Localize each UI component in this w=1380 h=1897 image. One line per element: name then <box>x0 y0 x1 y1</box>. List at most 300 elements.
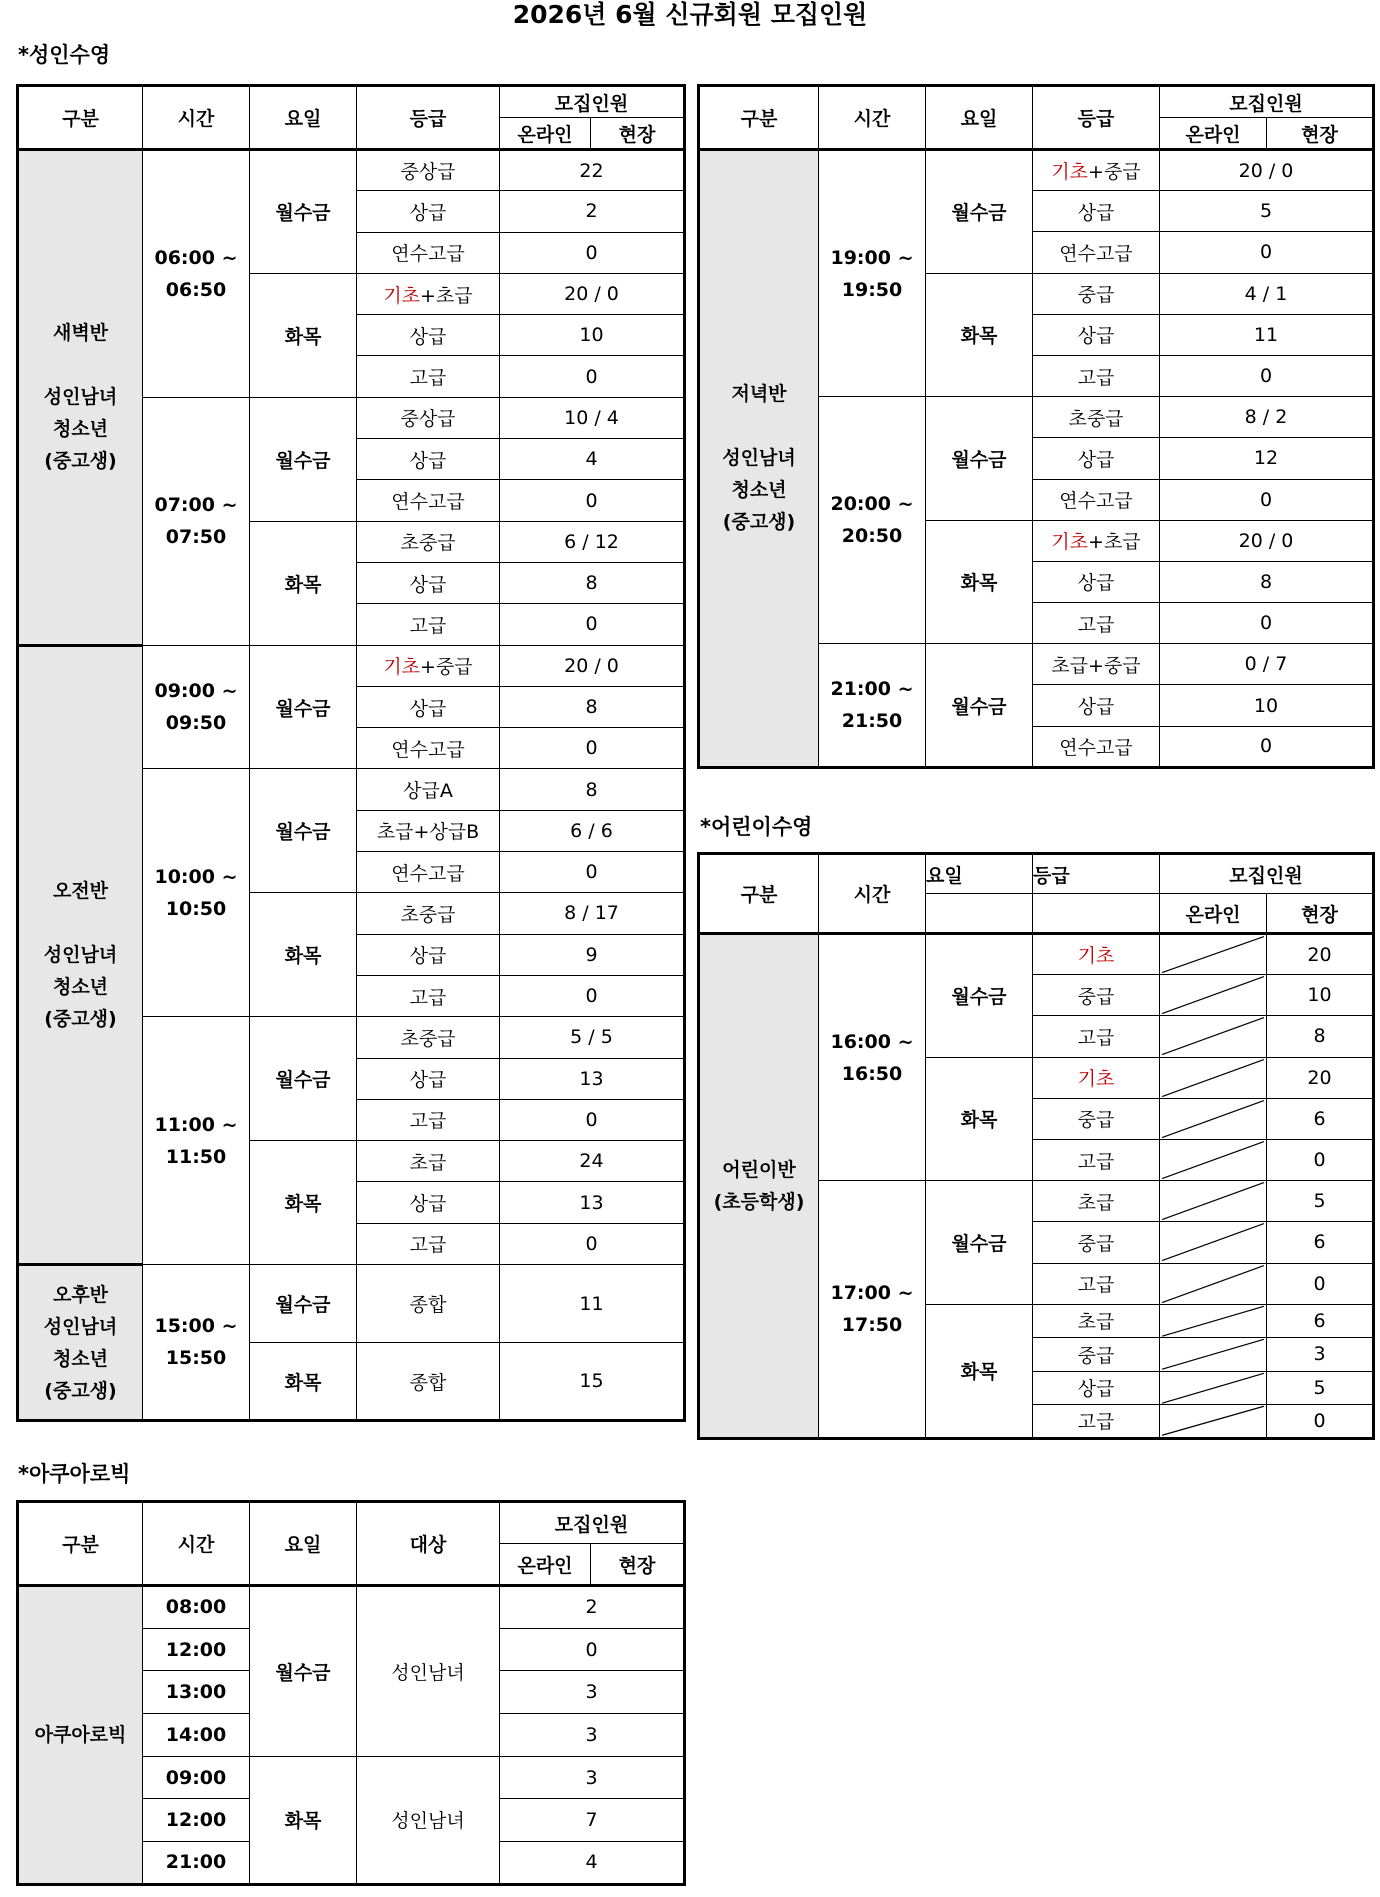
online-not-available <box>1160 1139 1267 1180</box>
level-text: 연수고급 <box>391 243 465 266</box>
level-highlight: 기초 <box>1051 531 1089 554</box>
level-cell: 고급 <box>1033 1405 1160 1439</box>
level-cell: 기초 <box>1033 934 1160 975</box>
count-cell: 8 <box>500 769 685 810</box>
header-category: 구분 <box>699 86 819 150</box>
level-cell <box>357 191 500 232</box>
level-cell <box>357 315 500 356</box>
aqua-aerobics-table <box>16 1500 686 1886</box>
level-text: 고급 <box>409 614 447 637</box>
level-cell <box>357 1141 500 1182</box>
online-not-available <box>1160 1338 1267 1372</box>
level-cell <box>357 728 500 769</box>
level-text: 고급 <box>1077 366 1115 389</box>
day-cell: 월수금 <box>250 769 357 893</box>
count-cell: 20 / 0 <box>500 273 685 314</box>
level-cell <box>1033 520 1160 561</box>
adult-swim-table-left <box>16 84 686 1422</box>
count-cell: 2 <box>500 191 685 232</box>
level-text: 상급 <box>409 697 447 720</box>
count-cell: 5 / 5 <box>500 1017 685 1058</box>
count-cell: 5 <box>1267 1371 1374 1405</box>
category-cell-line: 저녁반 <box>731 383 787 406</box>
level-cell: 종합 <box>357 1343 500 1421</box>
time-cell <box>143 1265 250 1421</box>
count-cell: 8 <box>1160 561 1374 602</box>
level-cell: 중급 <box>1033 1338 1160 1372</box>
time-cell: 08:00 <box>143 1586 250 1629</box>
level-text: 초중급 <box>400 532 456 555</box>
level-cell <box>357 356 500 397</box>
level-cell <box>357 975 500 1016</box>
count-cell: 0 <box>1160 603 1374 644</box>
count-cell: 20 <box>1267 934 1374 975</box>
count-cell: 4 / 1 <box>1160 273 1374 314</box>
table-row <box>18 645 685 686</box>
header-recruit: 모집인원 <box>1160 86 1374 118</box>
table-row <box>18 150 685 191</box>
header-level: 등급 <box>1033 86 1160 150</box>
level-cell <box>357 769 500 810</box>
online-not-available <box>1160 1405 1267 1439</box>
count-cell: 6 / 12 <box>500 521 685 562</box>
time-cell-line: 11:00 ~ <box>154 1113 238 1136</box>
level-text: 상급 <box>1077 572 1115 595</box>
count-cell: 20 / 0 <box>1160 520 1374 561</box>
level-cell <box>357 439 500 480</box>
diagonal-slash-icon <box>1160 1016 1266 1056</box>
category-cell <box>18 645 143 1264</box>
table-row <box>18 1265 685 1343</box>
target-cell: 성인남녀 <box>357 1586 500 1757</box>
level-cell <box>357 150 500 191</box>
category-cell-line: 성인남녀 <box>43 386 118 409</box>
category-cell-line: 성인남녀 <box>43 943 118 966</box>
header-level-blank <box>1033 894 1160 934</box>
count-cell: 0 <box>500 1099 685 1140</box>
day-cell: 월수금 <box>250 1265 357 1343</box>
diagonal-slash-icon <box>1160 1222 1266 1262</box>
level-cell: 고급 <box>1033 1263 1160 1304</box>
category-cell-line <box>19 907 142 939</box>
count-cell: 0 <box>1160 726 1374 767</box>
header-row <box>699 854 1374 894</box>
table-row <box>699 150 1374 191</box>
online-not-available <box>1160 1222 1267 1263</box>
count-cell: 0 <box>1267 1263 1374 1304</box>
header-level: 등급 <box>1033 854 1160 894</box>
time-cell: 09:00 <box>143 1756 250 1799</box>
time-cell-line: 17:50 <box>841 1313 903 1336</box>
diagonal-slash-icon <box>1160 1181 1266 1221</box>
diagonal-slash-icon <box>1160 1338 1266 1371</box>
time-cell <box>143 645 250 769</box>
category-cell-line <box>19 349 142 381</box>
level-text: 상급 <box>409 201 447 224</box>
time-cell-line: 20:50 <box>841 525 903 548</box>
level-cell <box>1033 232 1160 273</box>
level-cell <box>357 1058 500 1099</box>
header-day: 요일 <box>926 854 1033 894</box>
level-cell: 초급 <box>1033 1304 1160 1338</box>
header-category: 구분 <box>18 1502 143 1586</box>
count-cell: 8 <box>500 686 685 727</box>
category-cell-line: 청소년 <box>731 479 787 502</box>
day-cell: 월수금 <box>250 150 357 274</box>
day-cell: 화목 <box>926 1304 1033 1438</box>
header-time: 시간 <box>143 1502 250 1586</box>
level-text: 초급 <box>409 1151 447 1174</box>
header-online: 온라인 <box>500 118 591 150</box>
level-cell <box>1033 561 1160 602</box>
level-cell <box>1033 397 1160 438</box>
level-cell <box>357 1182 500 1223</box>
count-cell: 13 <box>500 1182 685 1223</box>
level-cell: 기초 <box>1033 1057 1160 1098</box>
level-text: 고급 <box>1077 613 1115 636</box>
level-text: 고급 <box>409 1234 447 1257</box>
diagonal-slash-icon <box>1160 1405 1266 1437</box>
day-cell: 화목 <box>926 520 1033 644</box>
count-cell: 2 <box>500 1586 685 1629</box>
day-cell: 월수금 <box>250 397 357 521</box>
day-cell: 월수금 <box>250 1017 357 1141</box>
time-cell <box>143 397 250 645</box>
category-cell <box>18 1265 143 1421</box>
category-cell-line: (중고생) <box>722 511 796 534</box>
table-row <box>18 1586 685 1629</box>
header-day: 요일 <box>250 86 357 150</box>
header-online: 온라인 <box>1160 118 1267 150</box>
level-text: 상급A <box>403 780 453 803</box>
count-cell: 4 <box>500 439 685 480</box>
day-cell: 화목 <box>926 1057 1033 1181</box>
level-text: 상급 <box>409 325 447 348</box>
diagonal-slash-icon <box>1160 1372 1266 1405</box>
level-cell <box>1033 273 1160 314</box>
count-cell: 10 <box>500 315 685 356</box>
day-cell: 월수금 <box>926 934 1033 1058</box>
level-text: 고급 <box>409 367 447 390</box>
header-time: 시간 <box>143 86 250 150</box>
level-cell <box>357 852 500 893</box>
level-cell <box>1033 314 1160 355</box>
level-cell <box>357 645 500 686</box>
time-cell-line: 19:50 <box>841 278 903 301</box>
count-cell: 5 <box>1160 191 1374 232</box>
day-cell: 화목 <box>250 1343 357 1421</box>
section-label-kids: *어린이수영 <box>700 815 813 839</box>
count-cell: 20 <box>1267 1057 1374 1098</box>
count-cell: 8 <box>1267 1016 1374 1057</box>
count-cell: 0 <box>1160 355 1374 396</box>
count-cell: 0 <box>1160 232 1374 273</box>
level-text: 고급 <box>409 986 447 1009</box>
level-text: 연수고급 <box>391 738 465 761</box>
category-cell-line: (중고생) <box>44 1007 117 1030</box>
category-cell-line: 새벽반 <box>52 322 109 345</box>
level-cell <box>357 397 500 438</box>
level-cell <box>357 1099 500 1140</box>
diagonal-slash-icon <box>1160 1058 1266 1098</box>
level-cell <box>357 893 500 934</box>
count-cell: 3 <box>1267 1338 1374 1372</box>
count-cell: 10 <box>1160 685 1374 726</box>
level-cell <box>357 521 500 562</box>
level-cell <box>357 273 500 314</box>
level-text: 연수고급 <box>391 491 465 514</box>
category-cell-line: (중고생) <box>44 450 117 473</box>
level-cell: 중급 <box>1033 975 1160 1016</box>
level-text: +중급 <box>420 656 473 679</box>
header-onsite: 현장 <box>591 1544 685 1586</box>
count-cell: 3 <box>500 1756 685 1799</box>
count-cell: 8 / 17 <box>500 893 685 934</box>
diagonal-slash-icon <box>1160 1264 1266 1304</box>
level-cell <box>1033 644 1160 685</box>
header-onsite: 현장 <box>1267 118 1374 150</box>
level-text: 상급 <box>1077 448 1115 471</box>
count-cell: 0 <box>500 1223 685 1264</box>
count-cell: 10 <box>1267 975 1374 1016</box>
category-cell-line: 어린이반 <box>722 1158 796 1181</box>
count-cell: 6 <box>1267 1222 1374 1263</box>
header-online: 온라인 <box>1160 894 1267 934</box>
category-cell: 아쿠아로빅 <box>18 1586 143 1885</box>
level-cell: 종합 <box>357 1265 500 1343</box>
category-cell <box>699 150 819 768</box>
time-cell <box>819 934 926 1181</box>
count-cell: 12 <box>1160 438 1374 479</box>
time-cell-line: 21:00 ~ <box>830 678 914 701</box>
online-not-available <box>1160 1016 1267 1057</box>
diagonal-slash-icon <box>1160 935 1266 974</box>
time-cell-line: 19:00 ~ <box>830 246 914 269</box>
section-label-adult: *성인수영 <box>18 43 111 67</box>
category-cell-line: 청소년 <box>52 975 109 998</box>
count-cell: 10 / 4 <box>500 397 685 438</box>
time-cell: 21:00 <box>143 1842 250 1885</box>
level-text: 상급 <box>409 573 447 596</box>
count-cell: 0 <box>500 356 685 397</box>
day-cell: 월수금 <box>926 644 1033 768</box>
category-cell-line: 성인남녀 <box>43 1315 118 1338</box>
level-text: 상급 <box>409 1193 447 1216</box>
header-onsite: 현장 <box>1267 894 1374 934</box>
day-cell: 월수금 <box>926 150 1033 274</box>
level-text: +중급 <box>1088 161 1141 184</box>
header-time: 시간 <box>819 86 926 150</box>
time-cell <box>819 644 926 768</box>
count-cell: 11 <box>1160 314 1374 355</box>
count-cell: 8 / 2 <box>1160 397 1374 438</box>
count-cell: 3 <box>500 1714 685 1757</box>
day-cell: 화목 <box>250 1141 357 1265</box>
count-cell: 20 / 0 <box>500 645 685 686</box>
category-cell <box>18 150 143 646</box>
kids-swim-table <box>697 852 1375 1440</box>
header-day-blank <box>926 894 1033 934</box>
header-recruit: 모집인원 <box>1160 854 1374 894</box>
level-cell <box>357 604 500 645</box>
category-cell-line: 오후반 <box>52 1283 109 1306</box>
level-cell <box>357 686 500 727</box>
time-cell-line: 07:50 <box>165 526 227 549</box>
time-cell-line: 20:00 ~ <box>830 493 914 516</box>
count-cell: 0 / 7 <box>1160 644 1374 685</box>
time-cell: 13:00 <box>143 1671 250 1714</box>
count-cell: 0 <box>1160 479 1374 520</box>
level-text: +초급 <box>420 284 473 307</box>
level-cell <box>357 1223 500 1264</box>
header-category: 구분 <box>18 86 143 150</box>
count-cell: 6 / 6 <box>500 810 685 851</box>
online-not-available <box>1160 1181 1267 1222</box>
level-text: 연수고급 <box>391 862 465 885</box>
category-cell-line: 오전반 <box>52 879 109 902</box>
diagonal-slash-icon <box>1160 975 1266 1015</box>
time-cell-line: 10:00 ~ <box>154 865 238 888</box>
category-cell-line: (중고생) <box>44 1379 117 1402</box>
header-time: 시간 <box>819 854 926 934</box>
diagonal-slash-icon <box>1160 1099 1266 1139</box>
time-cell <box>143 769 250 1017</box>
level-text: 상급 <box>1077 201 1115 224</box>
day-cell: 화목 <box>250 893 357 1017</box>
count-cell: 0 <box>1267 1139 1374 1180</box>
time-cell: 12:00 <box>143 1628 250 1671</box>
level-cell <box>1033 355 1160 396</box>
count-cell: 22 <box>500 150 685 191</box>
day-cell: 화목 <box>250 521 357 645</box>
time-cell-line: 15:00 ~ <box>154 1315 238 1338</box>
count-cell: 3 <box>500 1671 685 1714</box>
category-cell-line: (초등학생) <box>713 1190 805 1213</box>
level-text: 상급 <box>409 449 447 472</box>
day-cell: 월수금 <box>250 1586 357 1757</box>
level-text: 연수고급 <box>1059 490 1133 513</box>
time-cell: 14:00 <box>143 1714 250 1757</box>
level-cell <box>1033 726 1160 767</box>
day-cell: 화목 <box>250 1756 357 1884</box>
level-cell: 초급 <box>1033 1181 1160 1222</box>
time-cell-line: 11:50 <box>165 1145 227 1168</box>
count-cell: 0 <box>500 604 685 645</box>
count-cell: 9 <box>500 934 685 975</box>
level-cell <box>357 480 500 521</box>
category-cell-line <box>700 410 818 442</box>
header-row <box>18 86 685 118</box>
level-cell <box>1033 603 1160 644</box>
header-day: 요일 <box>926 86 1033 150</box>
online-not-available <box>1160 1263 1267 1304</box>
header-recruit: 모집인원 <box>500 1502 685 1544</box>
header-target: 대상 <box>357 1502 500 1586</box>
count-cell: 13 <box>500 1058 685 1099</box>
level-cell: 중급 <box>1033 1222 1160 1263</box>
level-text: 초급+중급 <box>1051 654 1141 677</box>
online-not-available <box>1160 975 1267 1016</box>
level-text: 연수고급 <box>1059 736 1133 759</box>
section-label-aqua: *아쿠아로빅 <box>18 1462 131 1486</box>
time-cell-line: 09:50 <box>165 712 227 734</box>
category-cell-line: 청소년 <box>52 1347 109 1370</box>
count-cell: 0 <box>500 1628 685 1671</box>
level-cell: 고급 <box>1033 1016 1160 1057</box>
header-row <box>18 1502 685 1544</box>
target-cell: 성인남녀 <box>357 1756 500 1884</box>
count-cell: 0 <box>500 975 685 1016</box>
time-cell-line: 07:00 ~ <box>154 494 238 517</box>
level-cell <box>357 1017 500 1058</box>
time-cell-line: 09:00 ~ <box>154 680 238 702</box>
day-cell: 월수금 <box>250 645 357 769</box>
category-cell <box>699 934 819 1439</box>
time-cell-line: 10:50 <box>165 897 227 920</box>
time-cell-line: 06:00 ~ <box>154 246 238 269</box>
count-cell: 20 / 0 <box>1160 150 1374 191</box>
time-cell-line: 21:50 <box>841 710 903 733</box>
online-not-available <box>1160 1304 1267 1338</box>
time-cell <box>819 150 926 397</box>
header-row <box>699 86 1374 118</box>
level-text: 초중급 <box>1068 407 1124 430</box>
level-cell: 고급 <box>1033 1139 1160 1180</box>
level-cell <box>357 934 500 975</box>
count-cell: 6 <box>1267 1304 1374 1338</box>
level-text: 초급+상급B <box>376 821 480 844</box>
level-text: 초중급 <box>400 903 456 926</box>
count-cell: 8 <box>500 562 685 603</box>
level-text: +초급 <box>1088 531 1141 554</box>
time-cell <box>819 397 926 644</box>
level-cell: 상급 <box>1033 1371 1160 1405</box>
level-text: 중상급 <box>400 161 456 184</box>
level-cell <box>1033 479 1160 520</box>
count-cell: 0 <box>500 852 685 893</box>
header-recruit: 모집인원 <box>500 86 685 118</box>
time-cell-line: 17:00 ~ <box>830 1281 914 1304</box>
online-not-available <box>1160 934 1267 975</box>
level-cell <box>1033 191 1160 232</box>
level-cell: 중급 <box>1033 1098 1160 1139</box>
header-day: 요일 <box>250 1502 357 1586</box>
time-cell <box>143 1017 250 1265</box>
count-cell: 15 <box>500 1343 685 1421</box>
level-highlight: 기초 <box>1051 161 1089 184</box>
day-cell: 월수금 <box>926 1181 1033 1305</box>
time-cell-line: 15:50 <box>165 1347 227 1370</box>
count-cell: 24 <box>500 1141 685 1182</box>
level-text: 초중급 <box>400 1027 456 1050</box>
level-text: 상급 <box>1077 696 1115 719</box>
online-not-available <box>1160 1371 1267 1405</box>
table-row <box>699 934 1374 975</box>
time-cell-line: 16:00 ~ <box>830 1030 914 1053</box>
count-cell: 4 <box>500 1842 685 1885</box>
diagonal-slash-icon <box>1160 1305 1266 1338</box>
time-cell: 12:00 <box>143 1799 250 1842</box>
header-category: 구분 <box>699 854 819 934</box>
level-cell <box>1033 150 1160 191</box>
level-cell <box>1033 685 1160 726</box>
count-cell: 11 <box>500 1265 685 1343</box>
day-cell: 화목 <box>250 273 357 397</box>
adult-swim-table-right <box>697 84 1375 769</box>
count-cell: 0 <box>500 232 685 273</box>
header-level: 등급 <box>357 86 500 150</box>
count-cell: 7 <box>500 1799 685 1842</box>
